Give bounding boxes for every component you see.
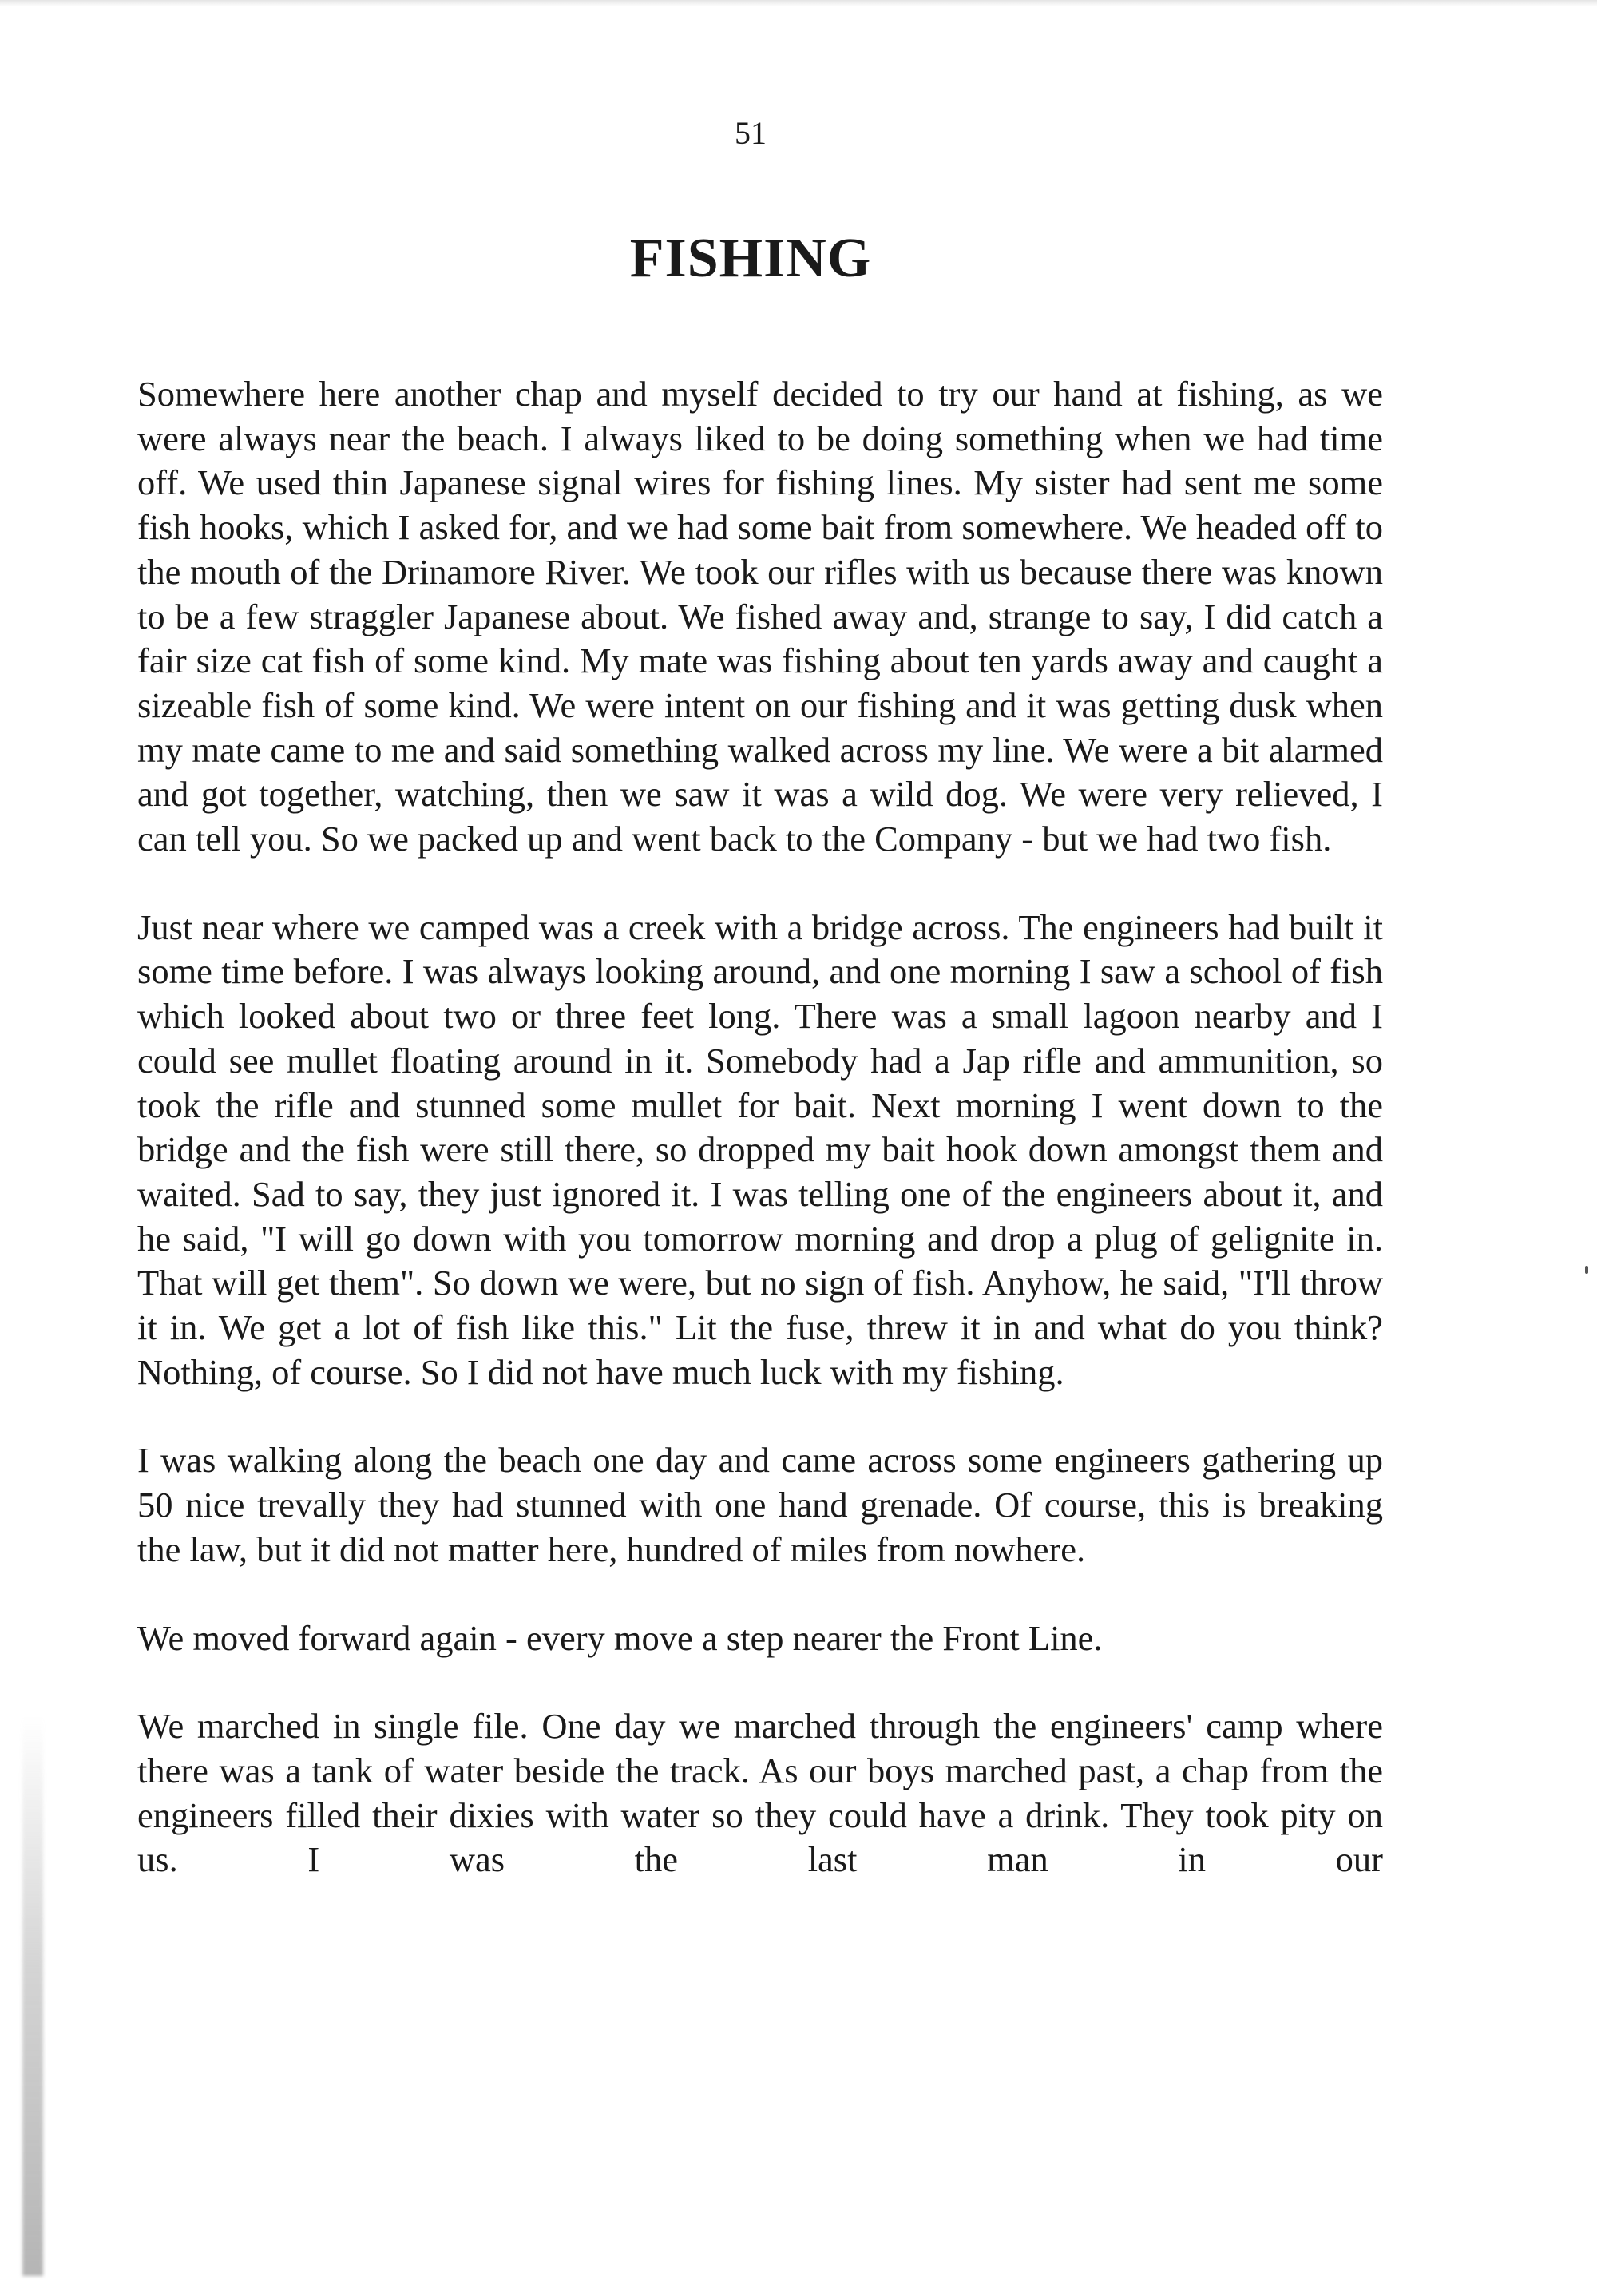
body-text xyxy=(137,372,1383,1882)
chapter-title: FISHING xyxy=(629,228,872,289)
scan-speck xyxy=(1585,1266,1588,1274)
page-number: 51 xyxy=(735,115,767,151)
paragraph-2: Just near where we camped was a creek with a bridge across. The engineers had built it some time before. I was always looking around, and one morning I saw a school of fish which looked about two or three feet long. There was a small lagoon nearby and I could see mullet floating around in it. Somebody had a Jap rifle and ammunition, so took the rifle and stunned some mullet for bait. Next morning I went down to the bridge and the fish were still there, so dropped my bait hook down amongst them and waited. Sad to say, they just ignored it. I was telling one of the engineers about it, and he said, "I will go down with you tomorrow morning and drop a plug of gelignite in. That will get them". So down we were, but no sign of fish. Anyhow, he said, "I'll throw it in. We get a lot of fish like this." Lit the fuse, threw it in and what do you think? Nothing, of course. So I did not have much luck with my fishing. xyxy=(137,906,1383,1392)
paragraph-5: We marched in single file. One day we marched through the engineers' camp where there was a tank of water beside the track. As our boys marched past, a chap from the engineers filled their dixies with water so they could have a drink. They took pity on us. I was the last man in our xyxy=(137,1706,1383,1880)
scan-top-shadow xyxy=(0,0,1597,6)
paragraph-1: Somewhere here another chap and myself decided to try our hand at fishing, as we were always near the beach. I always liked to be doing something when we had time off. We used thin Japanese signal wires for fishing lines. My sister had sent me some fish hooks, which I asked for, and we had some bait from somewhere. We headed off to the mouth of the Drinamore River. We took our rifles with us because there was known to be a few straggler Japanese about. We fished away and, strange to say, I did catch a fair size cat fish of some kind. My mate was fishing about ten yards away and caught a sizeable fish of some kind. We were intent on our fishing and it was getting dusk when my mate came to me and said something walked across my line. We were a bit alarmed and got together, watching, then we saw it was a wild dog. We were very relieved, I can tell you. So we packed up and went back to the Company - but we had two fish. xyxy=(137,374,1383,859)
scan-edge-shadow xyxy=(22,1717,43,2276)
paragraph-4: We moved forward again - every move a step nearer the Front Line. xyxy=(137,1617,1103,1658)
paragraph-3: I was walking along the beach one day and came across some engineers gathering up 50 nice trevally they had stunned with one hand grenade. Of course, this is breaking the law, but it did not matter here, hundred of miles from nowhere. xyxy=(137,1440,1383,1569)
